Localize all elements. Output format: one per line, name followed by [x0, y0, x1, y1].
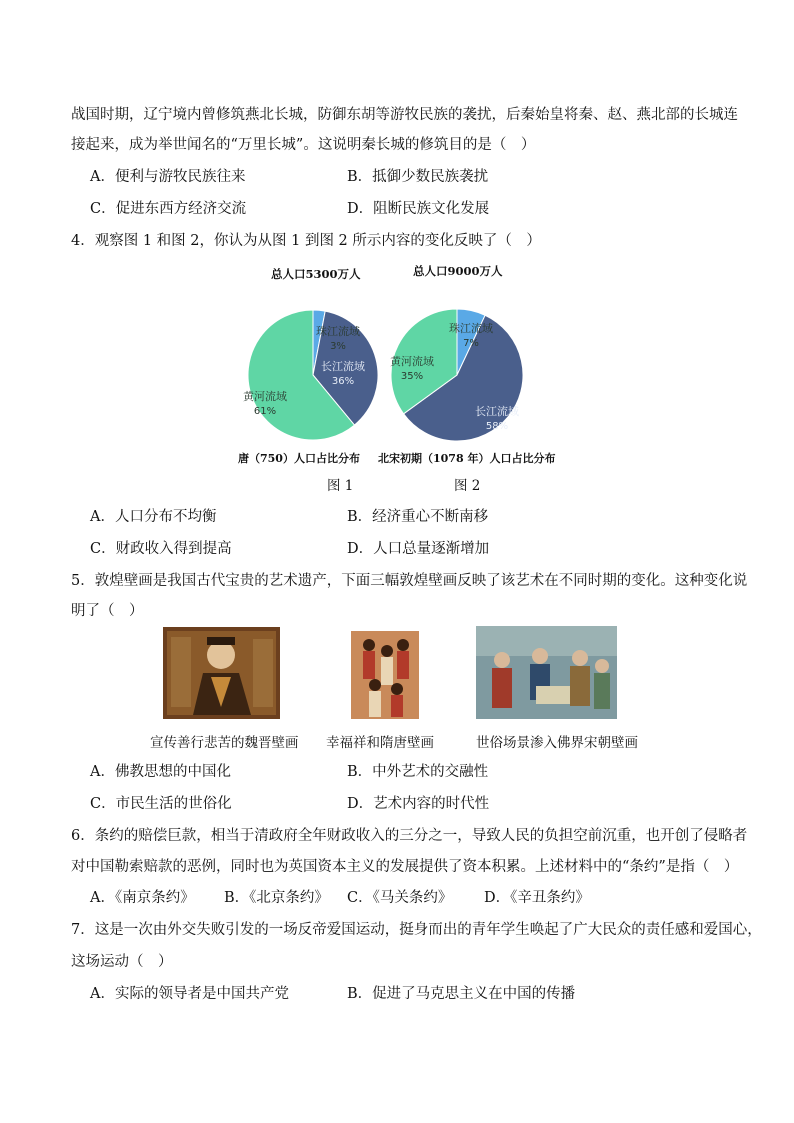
- q6-option-d[interactable]: D．《辛丑条约》: [484, 890, 590, 906]
- q5-option-a[interactable]: A．佛教思想的中国化: [90, 764, 231, 780]
- pie2-slice-1-percent: 58%: [485, 421, 509, 432]
- q5-stem-line1: 5．敦煌壁画是我国古代宝贵的艺术遗产，下面三幅敦煌壁画反映了该艺术在不同时期的变化。这种变化说: [71, 573, 748, 589]
- pie1-caption: 唐（750）人口占比分布: [238, 452, 360, 465]
- q7-option-b[interactable]: B．促进了马克思主义在中国的传播: [347, 986, 576, 1002]
- pie2-slice-1-name: 长江流域: [475, 405, 519, 418]
- pie1-slice-2-name: 黄河流域: [243, 390, 287, 403]
- q6-option-b[interactable]: B．《北京条约》: [224, 890, 329, 906]
- q7-stem-line1: 7．这是一次由外交失败引发的一场反帝爱国运动，挺身而出的青年学生唤起了广大民众的责任感和爱国心，: [71, 922, 762, 938]
- pie2-slice-2-name: 黄河流域: [390, 355, 434, 368]
- q4-option-b[interactable]: B．经济重心不断南移: [347, 509, 489, 525]
- wei-jin-mural-image: [163, 627, 280, 719]
- q6-option-a[interactable]: A．《南京条约》: [90, 890, 195, 906]
- q4-option-a[interactable]: A．人口分布不均衡: [90, 509, 217, 525]
- pie2-title: 总人口9000万人: [413, 264, 503, 278]
- q4-option-d[interactable]: D．人口总量逐渐增加: [347, 541, 490, 557]
- sui-tang-mural-image: [351, 631, 419, 719]
- pie1-slice-0-percent: 3%: [330, 341, 346, 352]
- pie1-slice-1-name: 长江流域: [321, 360, 365, 373]
- q4-option-c[interactable]: C．财政收入得到提高: [90, 541, 232, 557]
- q7-stem-line2: 这场运动（ ）: [71, 954, 173, 970]
- q3-option-a[interactable]: A．便利与游牧民族往来: [90, 169, 246, 185]
- q3-option-c[interactable]: C．促进东西方经济交流: [90, 201, 247, 217]
- pie1-slice-0-name: 珠江流域: [316, 325, 360, 338]
- q3-stem-line1: 战国时期，辽宁境内曾修筑燕北长城，防御东胡等游牧民族的袭扰，后秦始皇将秦、赵、燕北部的长城连: [71, 107, 738, 123]
- q3-option-b[interactable]: B．抵御少数民族袭扰: [347, 169, 489, 185]
- q5-option-b[interactable]: B．中外艺术的交融性: [347, 764, 489, 780]
- wei-jin-mural-caption: 宣传善行悲苦的魏晋壁画: [150, 735, 299, 751]
- pie2-slice-2-percent: 35%: [400, 371, 424, 382]
- pie2-slice-0-name: 珠江流域: [449, 322, 493, 335]
- pie1-title: 总人口5300万人: [271, 267, 361, 281]
- q4-stem: 4．观察图 1 和图 2，你认为从图 1 到图 2 所示内容的变化反映了（ ）: [71, 233, 541, 249]
- q6-stem-line1: 6．条约的赔偿巨款，相当于清政府全年财政收入的三分之一，导致人民的负担空前沉重，也开创了侵略者: [71, 828, 748, 844]
- q5-stem-line2: 明了（ ）: [71, 603, 144, 619]
- pie2-slice-0-percent: 7%: [463, 338, 479, 349]
- pie2-caption: 北宋初期（1078 年）人口占比分布: [378, 452, 556, 465]
- figure-2-label: 图 2: [454, 478, 481, 494]
- song-mural-image: [476, 626, 617, 719]
- q3-option-d[interactable]: D．阻断民族文化发展: [347, 201, 490, 217]
- sui-tang-mural-caption: 幸福祥和隋唐壁画: [326, 735, 434, 751]
- q7-option-a[interactable]: A．实际的领导者是中国共产党: [90, 986, 289, 1002]
- song-mural-caption: 世俗场景渗入佛界宋朝壁画: [476, 735, 638, 751]
- q6-stem-line2: 对中国勒索赔款的恶例，同时也为英国资本主义的发展提供了资本积累。上述材料中的“条约”是指（ ）: [71, 859, 739, 875]
- figure-1-label: 图 1: [327, 478, 354, 494]
- q3-stem-line2: 接起来，成为举世闻名的“万里长城”。这说明秦长城的修筑目的是（ ）: [71, 137, 536, 153]
- q5-option-d[interactable]: D．艺术内容的时代性: [347, 796, 490, 812]
- q6-option-c[interactable]: C．《马关条约》: [347, 890, 453, 906]
- pie1-slice-1-percent: 36%: [331, 376, 355, 387]
- pie1-slice-2-percent: 61%: [253, 406, 277, 417]
- q5-option-c[interactable]: C．市民生活的世俗化: [90, 796, 232, 812]
